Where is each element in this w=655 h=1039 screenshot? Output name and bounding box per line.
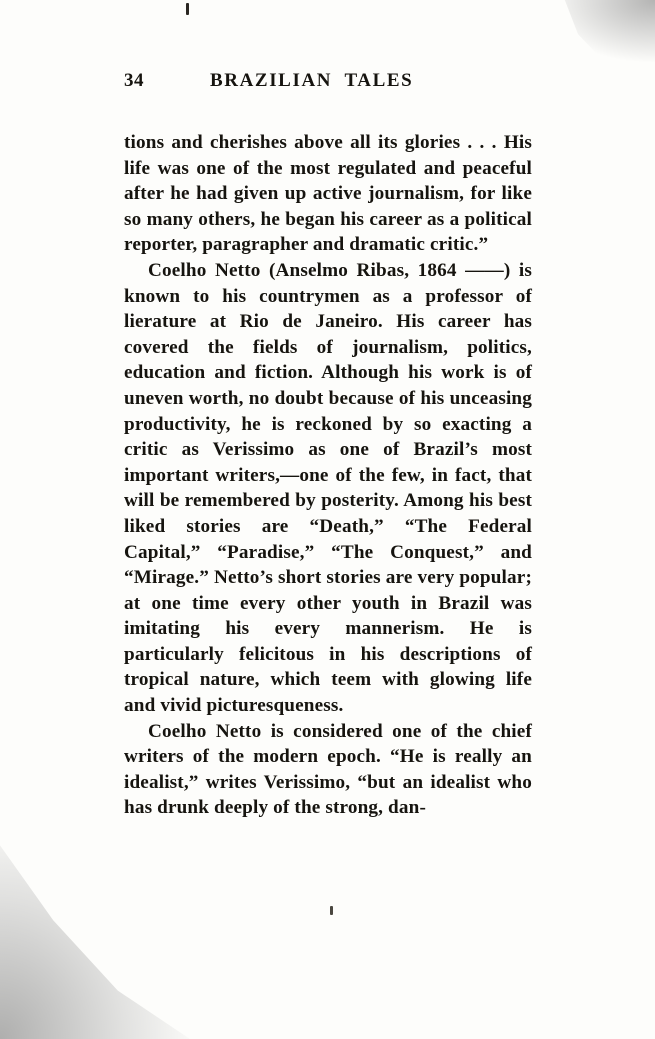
body-paragraph-1: tions and cherishes above all its glories . . . His life was one of the most regulated and peaceful after he had given up active journalism, for like so many others, he began his career as a political reporter, paragrapher and dramatic critic.” xyxy=(124,132,532,256)
page-corner-shadow-bottom-left xyxy=(0,819,190,1039)
scan-speck-top xyxy=(186,3,189,15)
book-title-header: BRAZILIAN TALES xyxy=(210,70,414,91)
running-head xyxy=(124,70,532,92)
page-corner-shadow-top-right xyxy=(545,0,655,62)
body-paragraph-2: Coelho Netto (Anselmo Ribas, 1864 ——) is known to his countrymen as a professor of lierature at Rio de Janeiro. His career has covered the fields of journalism, politics, education and fiction. Although his work is of uneven worth, no doubt because of his unceasing productivity, he is reckoned by so exacting a critic as Verissimo as one of Brazil’s most important writers,—one of the few, in fact, that will be remembered by posterity. Among his best liked stories are “Death,” “The Federal Capital,” “Paradise,” “The Conquest,” and “Mirage.” Netto’s short stories are very popular; at one time every other youth in Brazil was imitating his every mannerism. He is particularly felicitous in his descriptions of tropical nature, which teem with glowing life and vivid picturesqueness. xyxy=(124,259,532,717)
scan-speck-bottom xyxy=(330,906,333,915)
page-text-column xyxy=(124,70,532,821)
body-paragraph-3: Coelho Netto is considered one of the chief writers of the modern epoch. “He is really an idealist,” writes Verissimo, “but an idealist who has drunk deeply of the strong, dan- xyxy=(124,720,532,819)
page-number: 34 xyxy=(124,70,144,91)
